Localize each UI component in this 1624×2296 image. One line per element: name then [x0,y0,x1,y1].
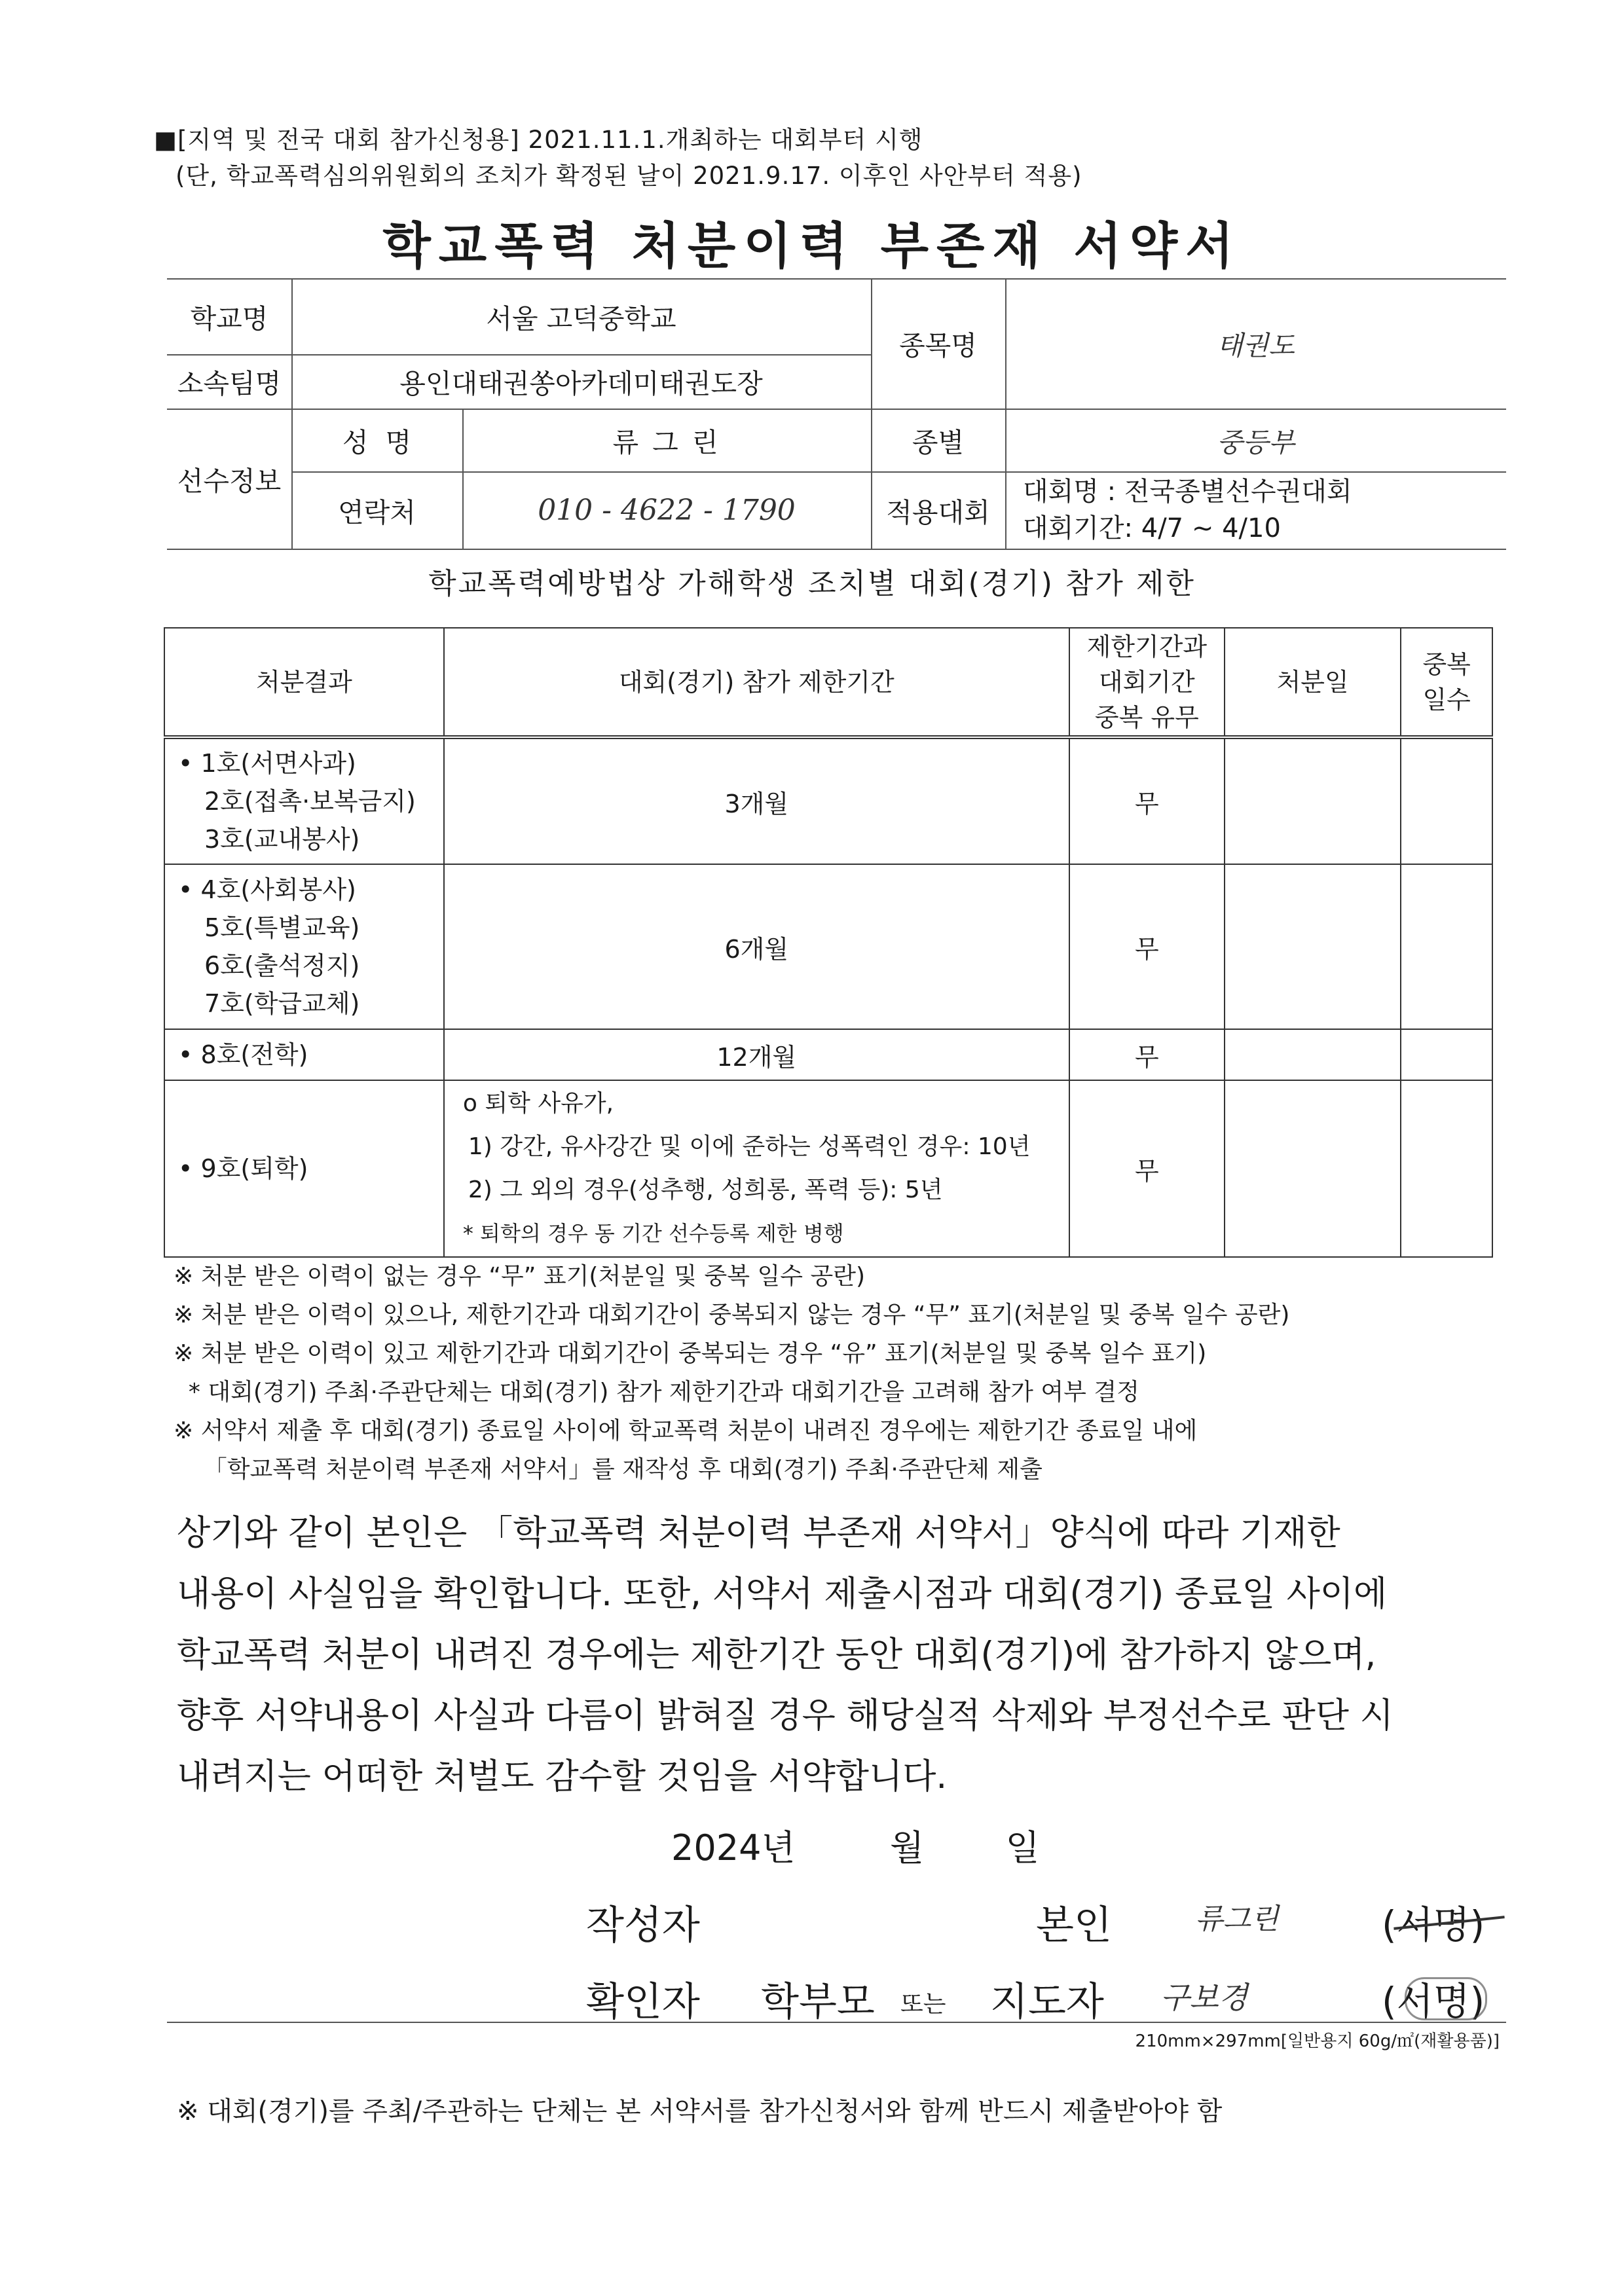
row-period: 3개월 [444,737,1069,864]
contact-label: 연락처 [338,496,416,528]
division-label: 종별 [912,426,965,458]
paper-spec: 210mm×297mm[일반용지 60g/㎡(재활용품)] [1135,2032,1500,2051]
note-item: 「학교폭력 처분이력 부존재 서약서」를 재작성 후 대회(경기) 주최·주관단체 제출 [174,1456,1043,1483]
contact-value: 010 - 4622 - 1790 [538,493,796,527]
name-label: 성 명 [342,426,412,458]
note-item: ※ 처분 받은 이력이 있으나, 제한기간과 대회기간이 중복되지 않는 경우 “무” 표기(처분일 및 중복 일수 공란) [174,1302,1290,1328]
header-overlap: 제한기간과 대회기간 중복 유무 [1069,628,1225,737]
sport-label: 종목명 [899,330,977,361]
row-days [1401,1080,1492,1257]
confirm-label: 확인자 [586,1979,700,2025]
coach-signature: 구보경 [1160,1980,1248,2015]
competition-info [1023,473,1352,547]
row-date [1225,737,1401,864]
row-period: 12개월 [444,1029,1069,1080]
division-value: 중등부 [1217,426,1295,458]
footer-note: ※ 대회(경기)를 주최/주관하는 단체는 본 서약서를 참가신청서와 함께 반드시 제출받아야 함 [177,2096,1223,2126]
competition-label: 적용대회 [886,496,990,528]
row-overlap: 무 [1069,864,1225,1029]
note-item: ※ 서약서 제출 후 대회(경기) 종료일 사이에 학교폭력 처분이 내려진 경우에는 제한기간 종료일 내에 [174,1417,1198,1444]
row-days [1401,737,1492,864]
date-month: 월 [889,1827,925,1868]
team-label: 소속팀명 [177,368,282,399]
bottom-rule [167,2022,1506,2023]
parent-label: 학부모 [761,1979,875,2025]
self-label: 본인 [1036,1903,1112,1948]
header-date: 처분일 [1225,628,1401,737]
writer-label: 작성자 [586,1903,700,1948]
header-period: 대회(경기) 참가 제한기간 [444,628,1069,737]
row-overlap: 무 [1069,1080,1225,1257]
row-items: • 4호(사회봉사) 5호(특별교육) 6호(출석정지) 7호(학급교체) [164,864,444,1029]
sport-value: 태권도 [1217,330,1295,361]
row-overlap: 무 [1069,737,1225,864]
row-date [1225,864,1401,1029]
row-items: • 1호(서면사과) 2호(접촉·보복금지) 3호(교내봉사) [164,737,444,864]
notice-line-2: (단, 학교폭력심의위원회의 조치가 확정된 날이 2021.9.17. 이후인 사안부터 적용) [175,162,1082,190]
seal-mark [1405,1977,1487,2020]
header-days: 중복 일수 [1401,628,1492,737]
note-item: ※ 처분 받은 이력이 없는 경우 “무” 표기(처분일 및 중복 일수 공란) [174,1263,866,1290]
note-item: ※ 처분 받은 이력이 있고 제한기간과 대회기간이 중복되는 경우 “유” 표기(처분일 및 중복 일수 표기) [174,1340,1207,1367]
row-overlap: 무 [1069,1029,1225,1080]
player-info-label: 선수정보 [177,465,282,497]
row-reason: o 퇴학 사유가, 1) 강간, 유사강간 및 이에 준하는 성폭력인 경우: 10년 2) 그 외의 경우(성추행, 성희롱, 폭력 등): 5년 * 퇴학의 경우 동 기간 선수등록 제한 병행 [444,1080,1069,1257]
notice-line-1: ■[지역 및 전국 대회 참가신청용] 2021.11.1.개최하는 대회부터 시행 [154,126,923,154]
table-row [164,864,1492,1029]
table-row [164,737,1492,864]
note-item: * 대회(경기) 주최·주관단체는 대회(경기) 참가 제한기간과 대회기간을 고려해 참가 여부 결정 [174,1379,1139,1406]
competition-name: 대회명 : 전국종별선수권대회 [1023,477,1352,507]
document-title: 학교폭력 처분이력 부존재 서약서 [382,217,1242,275]
school-label: 학교명 [190,302,268,335]
row-items: • 9호(퇴학) [164,1080,444,1257]
row-date [1225,1080,1401,1257]
or-label: 또는 [900,1991,946,2018]
competition-period: 대회기간: 4/7 ~ 4/10 [1023,513,1281,543]
table-row [164,1029,1492,1080]
row-days [1401,1029,1492,1080]
seal-coach: (서명) [1382,1979,1485,2024]
restriction-table [164,627,1493,1258]
coach-label: 지도자 [990,1979,1104,2025]
writer-signature: 류그린 [1195,1903,1279,1936]
row-period: 6개월 [444,864,1069,1029]
table-row [164,1080,1492,1257]
date-day: 일 [1005,1827,1040,1868]
name-value: 류 그 린 [612,426,721,458]
team-value: 용인대태권쏭아카데미태권도장 [399,368,763,399]
row-items: • 8호(전학) [164,1029,444,1080]
seal-writer: (서명) [1382,1903,1485,1947]
date-line [671,1820,1040,1870]
pledge-text: 상기와 같이 본인은 「학교폭력 처분이력 부존재 서약서」양식에 따라 기재한 내용이 사실임을 확인합니다. 또한, 서약서 제출시점과 대회(경기) 종료일 사이에 학교폭력 처분이 내려진 경우에는 제한기간 동안 대회(경기)에 참가하지 않으며, 향후 서약내용이 사실과 다름이 밝혀질 경우 해당실적 삭제와 부정선수로 판단 시 내려지는 어떠한 처벌도 감수할 것임을 서약합니다. [177,1513,1394,1796]
school-value: 서울 고덕중학교 [486,302,676,335]
date-year: 2024년 [671,1827,796,1868]
header-result: 처분결과 [164,628,444,737]
restriction-heading: 학교폭력예방법상 가해학생 조치별 대회(경기) 참가 제한 [428,567,1196,600]
row-date [1225,1029,1401,1080]
row-days [1401,864,1492,1029]
notes [174,1257,1289,1489]
